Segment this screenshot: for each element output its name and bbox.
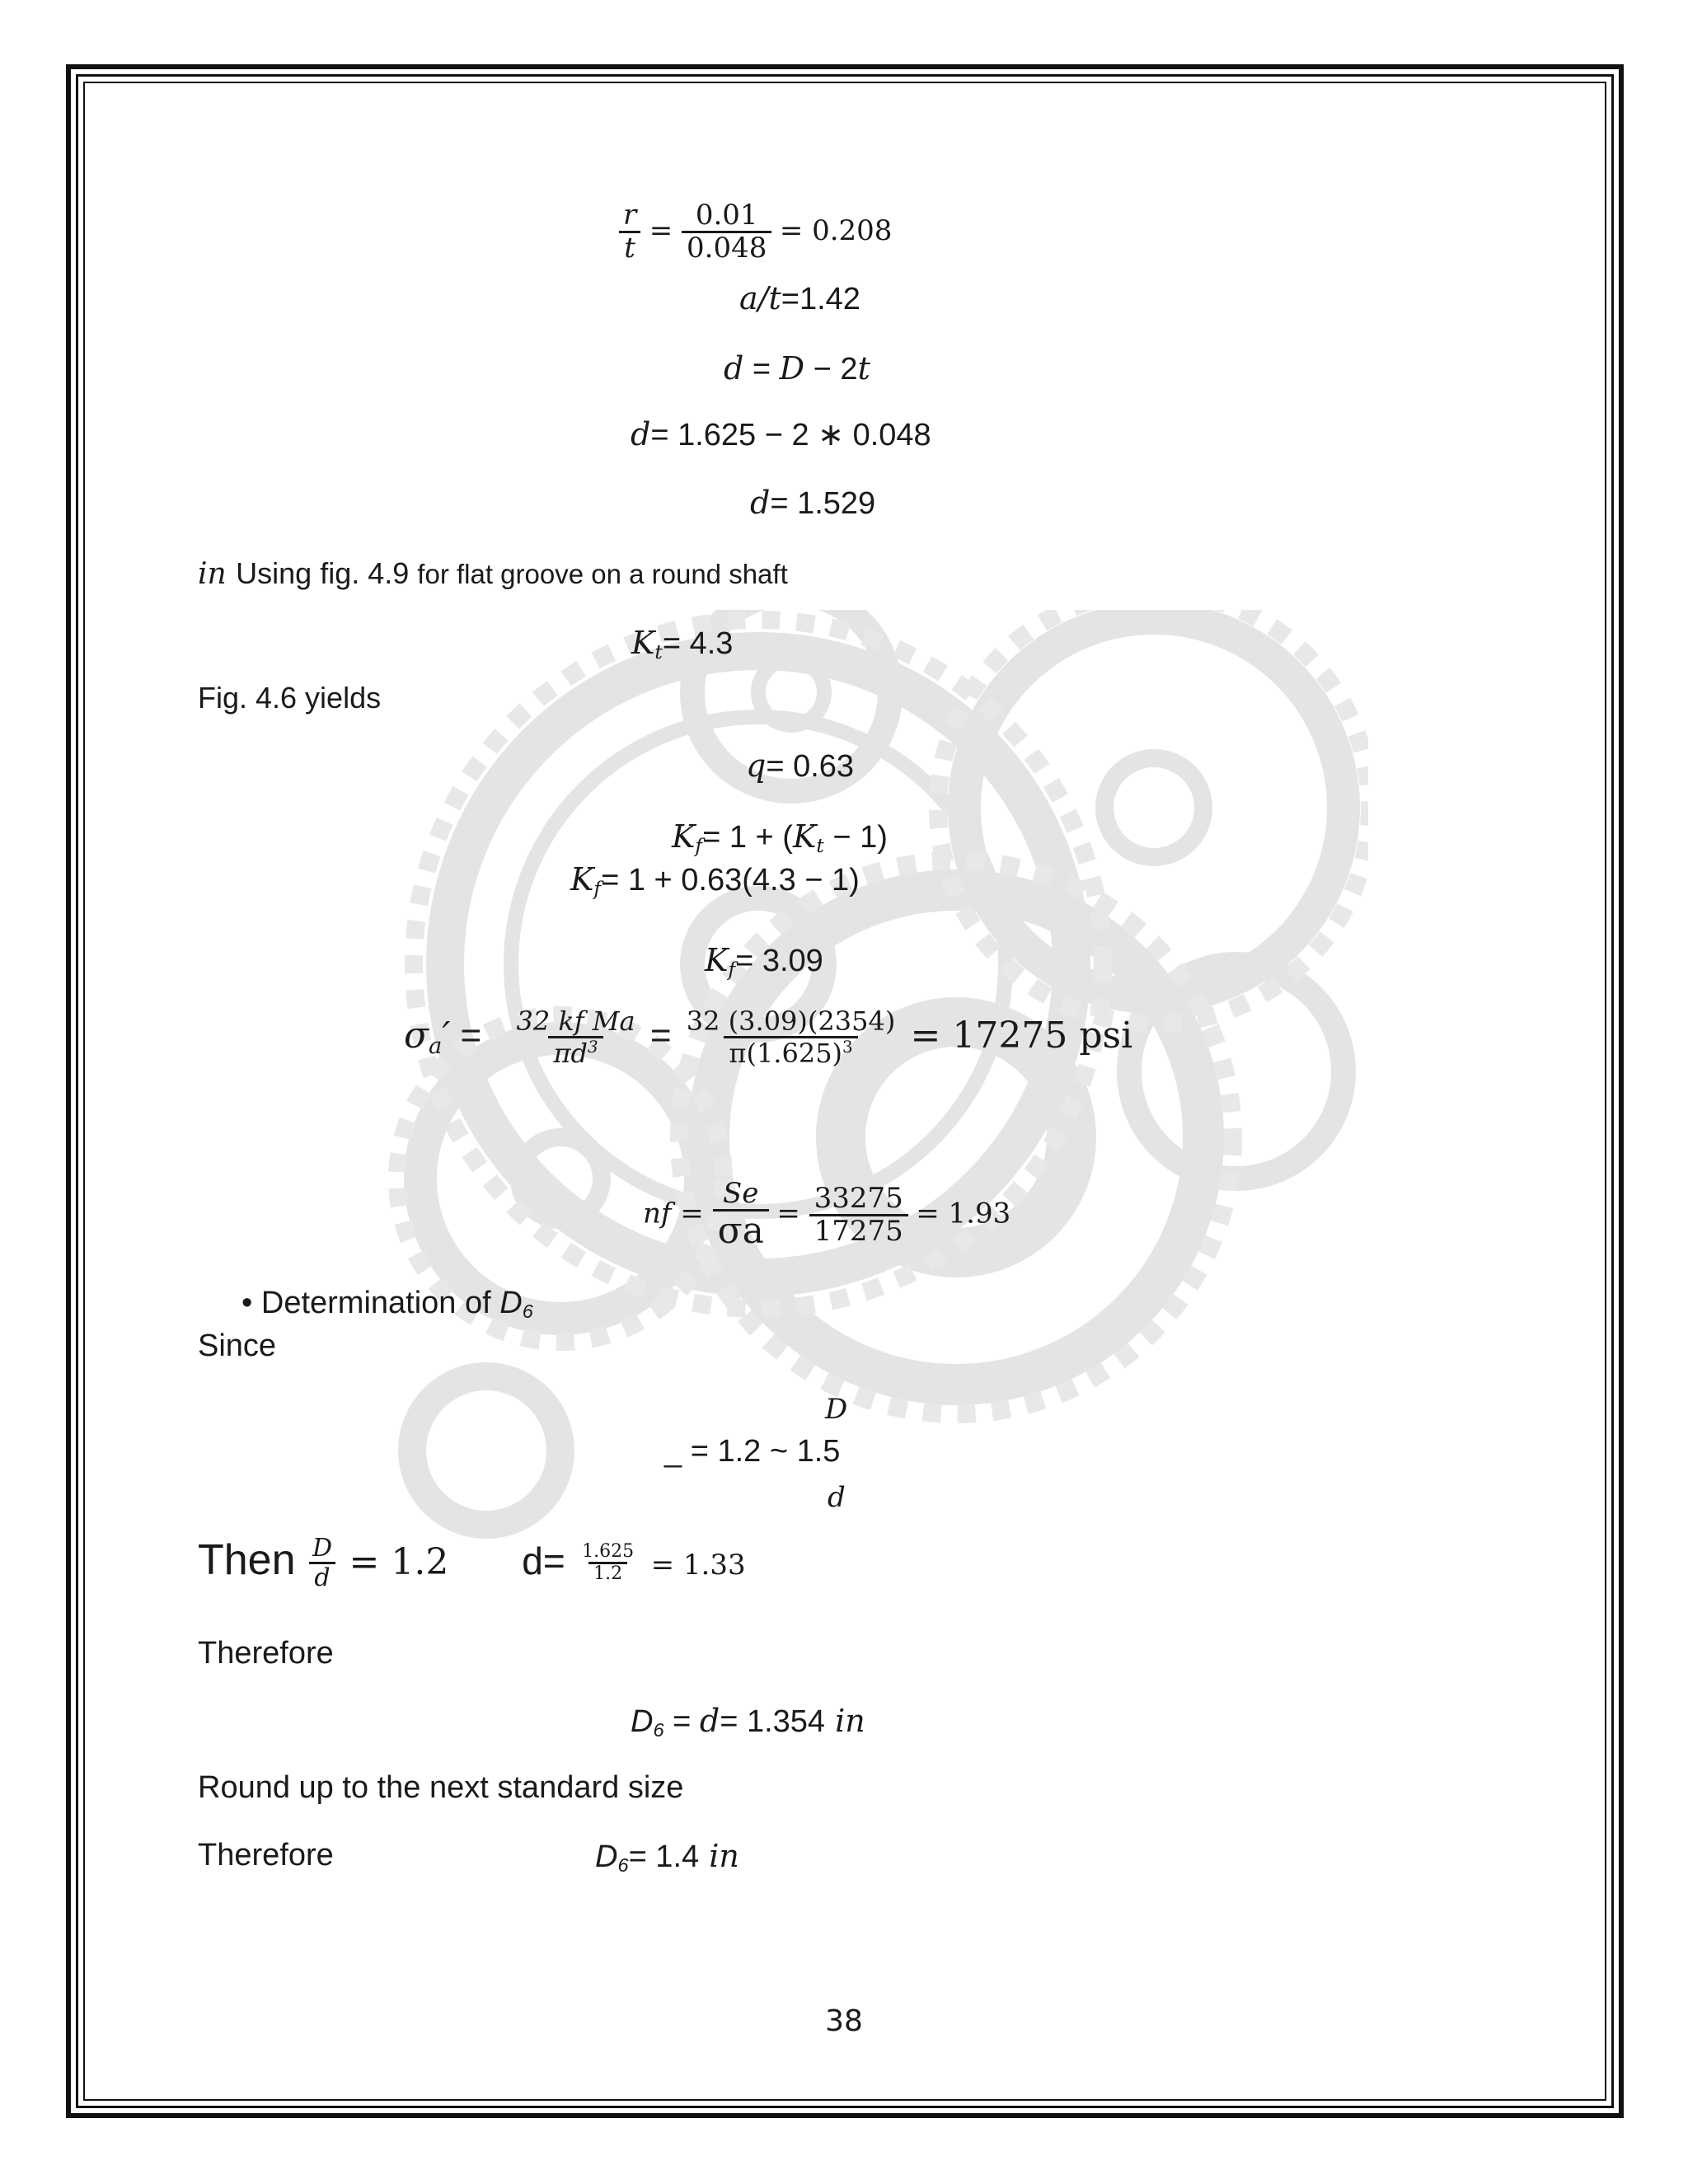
q-value: q= 0.63	[746, 748, 855, 784]
kf-formula: $K_f= 1 + (K_t - 1)$	[672, 818, 888, 857]
round-up-line: Round up to the next standard size	[198, 1770, 684, 1805]
ratio-middle: _ = 1.2 ~ 1.5	[664, 1434, 841, 1469]
d6-final: $D_6= 1.4$ in	[595, 1838, 739, 1876]
kf-calculation: $K_f= 1 + 0.63(4.3 - 1)$	[570, 861, 860, 900]
therefore-2: Therefore	[198, 1838, 334, 1872]
d-formula: d = D − 2t	[724, 350, 870, 387]
r-over-t: $\frac{r}{t}$	[618, 200, 641, 265]
kt-value: $K_t= 4.3$	[631, 625, 734, 663]
since-line: Since	[198, 1329, 277, 1363]
nf-fraction-1: $\frac{Se}{\sigma a}$	[713, 1179, 769, 1252]
D-over-d: $\frac{D}{d}$	[307, 1535, 337, 1591]
page-number: 38	[825, 2004, 863, 2038]
fig46-line: Fig. 4.6 yields	[198, 681, 382, 715]
sigma-fraction-2: $\frac{32 (3.09)(2354)}{\pi(1.625)^3}$	[686, 1005, 896, 1070]
rt-result: = 0.208	[779, 213, 893, 247]
determination-bullet: • Determination of $D_6$	[241, 1286, 533, 1322]
d-calculation: d= 1.625 − 2 ∗ 0.048	[631, 416, 931, 452]
then-line: Then $\frac{D}{d}$ = 1.2 d= $\frac{1.625}{1.2}$ = 1.33	[198, 1534, 746, 1592]
ratio-bottom: d	[828, 1481, 846, 1514]
nf-fraction-2: $\frac{33275}{17275}$	[809, 1183, 908, 1248]
at-equation: a/t=1.42	[739, 280, 860, 316]
d-value: d= 1.529	[750, 485, 876, 521]
using-fig-line: in Using fig. 4.9 for flat groove on a round shaft	[198, 556, 788, 591]
rt-fraction: $\frac{0.01}{0.048}$	[682, 200, 771, 265]
d6-value: $D_6 = d= 1.354$ in	[631, 1703, 865, 1741]
sigma-fraction-1: $\frac{\text{32 kf Ma}}{\pi d^3}$	[516, 1005, 635, 1070]
rt-equation: $\frac{r}{t}$ = $\frac{0.01}{0.048}$ = 0.208	[618, 200, 892, 265]
sigma-equation: $\sigma_a'$ = $\frac{\text{32 kf Ma}}{\pi d^3}$ = $\frac{32 (3.09)(2354)}{\pi(1.625)^3}$ = 17275 psi	[404, 1005, 1133, 1070]
d-fraction: $\frac{1.625}{1.2}$	[582, 1540, 635, 1584]
kf-value: $K_f= 3.09$	[705, 942, 823, 981]
therefore-1: Therefore	[198, 1636, 334, 1671]
sigma-result: = 17275 psi	[910, 1014, 1133, 1057]
nf-equation: nf = $\frac{Se}{\sigma a}$ = $\frac{33275}{17275}$ = 1.93	[643, 1177, 1011, 1253]
ratio-top: D	[825, 1393, 848, 1426]
